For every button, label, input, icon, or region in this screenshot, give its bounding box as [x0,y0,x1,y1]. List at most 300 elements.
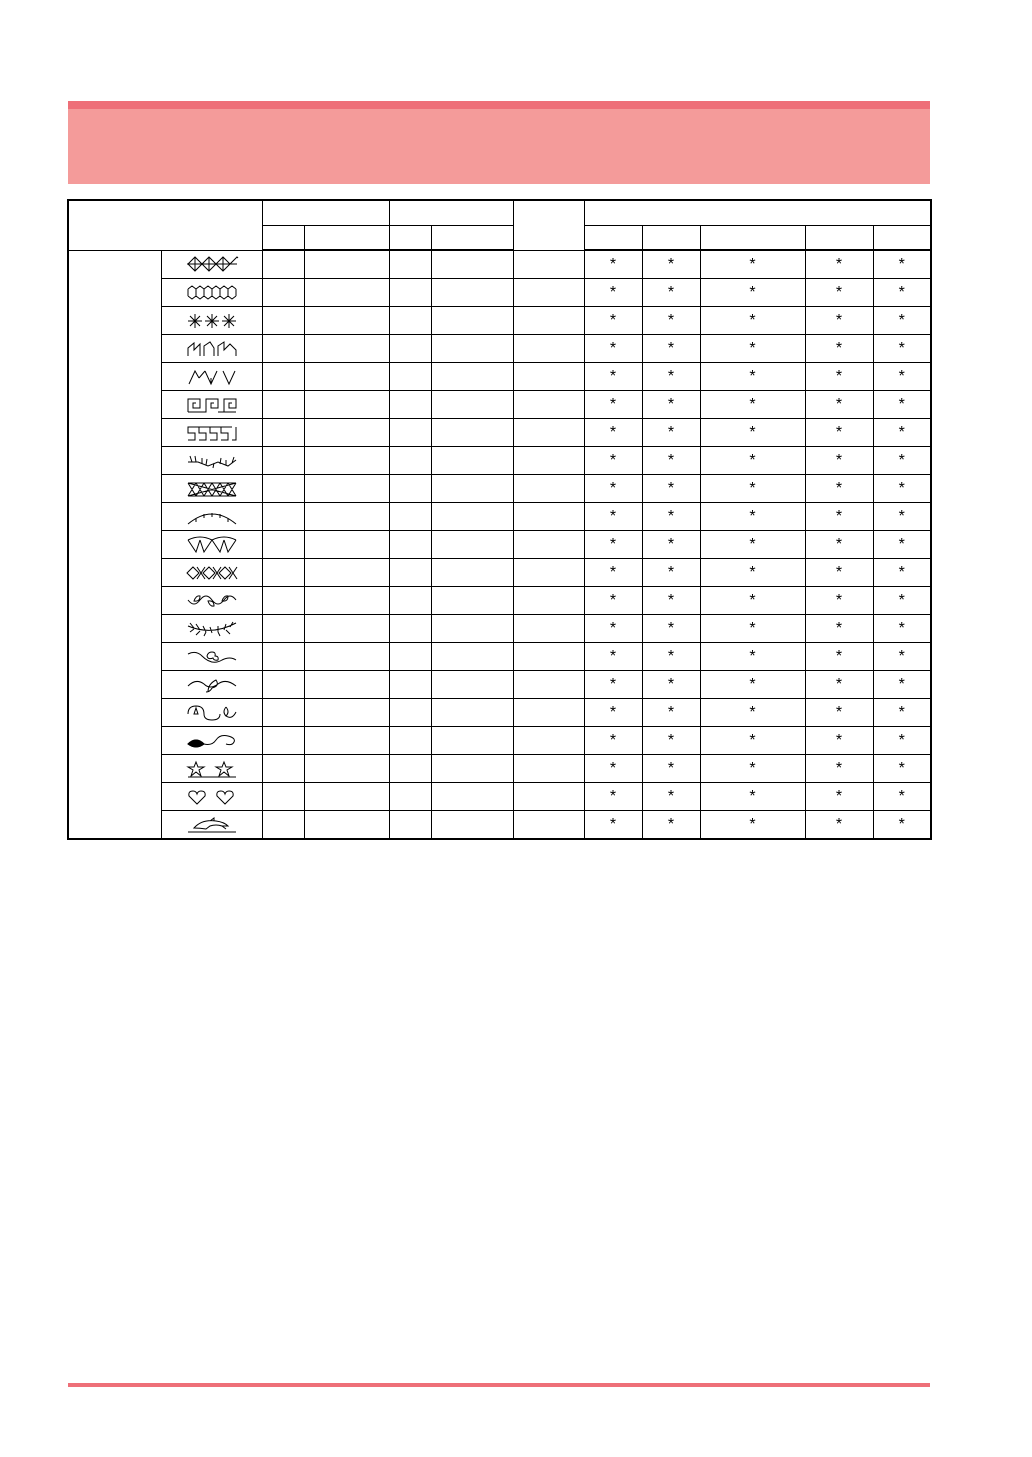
mark-cell [805,391,873,419]
mark-cell [700,279,805,307]
empty-cell [431,699,513,727]
asterisk-mark: * [835,424,843,441]
empty-cell [513,699,584,727]
asterisk-mark: * [609,284,617,301]
empty-cell [513,811,584,840]
asterisk-mark: * [898,452,905,469]
mark-cell [584,250,642,279]
empty-cell [304,447,389,475]
asterisk-mark: * [667,564,675,581]
table-row [68,615,931,643]
table-row [68,811,931,840]
stitch-settings-table [67,199,932,840]
mark-cell [584,643,642,671]
subheader-cell [262,226,304,251]
asterisk-mark: * [609,368,617,385]
empty-cell [304,783,389,811]
empty-cell [431,250,513,279]
heart-pair-icon [185,788,239,806]
asterisk-mark: * [898,424,905,441]
empty-cell [389,755,431,783]
asterisk-mark: * [667,732,675,749]
stitch-symbol-cell [161,475,262,503]
asterisk-mark: * [835,284,843,301]
feather-stitch-icon [185,452,239,470]
empty-cell [513,559,584,587]
asterisk-mark: * [898,592,905,609]
mark-cell [805,587,873,615]
asterisk-mark: * [835,256,843,273]
mark-cell [584,307,642,335]
empty-cell [262,250,304,279]
empty-cell [389,391,431,419]
asterisk-mark: * [749,452,756,469]
honeycomb-icon [185,284,239,302]
asterisk-mark: * [749,480,756,497]
asterisk-mark: * [667,396,675,413]
asterisk-mark: * [667,424,675,441]
mark-cell [584,587,642,615]
stitch-symbol-cell [161,811,262,840]
mark-cell [584,615,642,643]
empty-cell [389,363,431,391]
empty-cell [262,587,304,615]
mark-cell [805,531,873,559]
stitch-symbol-cell [161,783,262,811]
subheader-cell [304,226,389,251]
asterisk-mark: * [898,480,905,497]
asterisk-mark: * [609,256,617,273]
asterisk-mark: * [667,284,675,301]
mark-cell [873,755,931,783]
empty-cell [389,811,431,840]
empty-cell [513,503,584,531]
asterisk-mark: * [609,620,617,637]
fern-icon [185,620,239,638]
empty-cell [262,699,304,727]
category-cell [68,250,161,839]
leaf-vine-icon [185,592,239,610]
empty-cell [513,335,584,363]
chapter-header-band [68,101,930,184]
mark-cell [642,391,700,419]
mark-cell [873,727,931,755]
asterisk-mark: * [667,312,675,329]
mark-cell [873,699,931,727]
header-stripe [68,101,930,109]
mark-cell [584,503,642,531]
empty-cell [389,671,431,699]
empty-cell [304,587,389,615]
table-row [68,363,931,391]
mark-cell [584,559,642,587]
empty-cell [262,475,304,503]
mark-cell [805,419,873,447]
asterisk-mark: * [835,788,843,805]
asterisk-mark: * [749,424,756,441]
asterisk-mark: * [835,648,843,665]
mark-cell [642,419,700,447]
header-group-3 [584,200,931,226]
empty-cell [513,391,584,419]
empty-cell [304,307,389,335]
asterisk-mark: * [609,704,617,721]
mark-cell [642,699,700,727]
mark-cell [700,531,805,559]
asterisk-mark: * [898,256,905,273]
subheader-cell [389,226,431,251]
table-row [68,671,931,699]
stepped-key-icon [185,424,239,442]
empty-cell [262,671,304,699]
mark-cell [700,783,805,811]
mark-cell [805,475,873,503]
empty-cell [513,615,584,643]
empty-cell [389,447,431,475]
stitch-symbol-cell [161,503,262,531]
mark-cell [584,419,642,447]
mark-cell [873,587,931,615]
empty-cell [262,755,304,783]
mark-cell [700,559,805,587]
asterisk-mark: * [749,284,756,301]
empty-cell [304,811,389,840]
empty-cell [513,783,584,811]
header-group-2 [389,200,513,226]
mark-cell [700,503,805,531]
empty-cell [262,503,304,531]
asterisk-mark: * [749,788,756,805]
mark-cell [584,699,642,727]
empty-cell [389,419,431,447]
asterisk-mark: * [667,676,675,693]
mark-cell [642,475,700,503]
mark-cell [584,531,642,559]
asterisk-mark: * [749,368,756,385]
mark-cell [873,559,931,587]
mark-cell [642,559,700,587]
empty-cell [431,783,513,811]
mark-cell [584,475,642,503]
asterisk-mark: * [898,312,905,329]
asterisk-mark: * [898,284,905,301]
mark-cell [873,363,931,391]
mark-cell [700,475,805,503]
asterisk-mark: * [835,312,843,329]
asterisk-mark: * [835,452,843,469]
asterisk-mark: * [749,340,756,357]
asterisk-mark: * [609,788,617,805]
shell-fan-icon [185,536,239,554]
asterisk-mark: * [835,620,843,637]
mark-cell [700,587,805,615]
sprout-wave-icon [185,676,239,694]
empty-cell [431,615,513,643]
stitch-symbol-cell [161,391,262,419]
mark-cell [584,391,642,419]
empty-cell [513,447,584,475]
asterisk-mark: * [835,368,843,385]
asterisk-mark: * [749,648,756,665]
asterisk-mark: * [749,536,756,553]
empty-cell [304,643,389,671]
mark-cell [584,335,642,363]
star-pair-icon [185,760,239,778]
mark-cell [873,307,931,335]
asterisk-mark: * [749,816,756,833]
mark-cell [642,755,700,783]
asterisk-mark: * [749,620,756,637]
mark-cell [642,447,700,475]
asterisk-mark: * [835,760,843,777]
asterisk-mark: * [667,256,675,273]
mark-cell [873,811,931,840]
mark-cell [873,671,931,699]
empty-cell [304,503,389,531]
table-row [68,475,931,503]
mark-cell [805,279,873,307]
footer-line [68,1383,930,1387]
stitch-symbol-cell [161,559,262,587]
mark-cell [873,783,931,811]
empty-cell [262,307,304,335]
empty-cell [431,419,513,447]
mark-cell [805,727,873,755]
empty-cell [304,391,389,419]
asterisk-mark: * [667,536,675,553]
mark-cell [700,447,805,475]
mark-cell [584,279,642,307]
empty-cell [431,475,513,503]
mark-cell [700,755,805,783]
mark-cell [873,643,931,671]
empty-cell [513,643,584,671]
asterisk-mark: * [898,732,905,749]
asterisk-mark: * [835,480,843,497]
subheader-cell [584,226,642,251]
mark-cell [805,503,873,531]
empty-cell [304,335,389,363]
table-header-row-1 [68,200,931,226]
mark-cell [584,671,642,699]
empty-cell [513,531,584,559]
asterisk-mark: * [749,396,756,413]
empty-cell [304,531,389,559]
mark-cell [642,503,700,531]
asterisk-mark: * [835,536,843,553]
mark-cell [700,307,805,335]
mark-cell [873,419,931,447]
empty-cell [513,419,584,447]
mark-cell [584,727,642,755]
diamond-x-icon [185,564,239,582]
empty-cell [431,335,513,363]
asterisk-mark: * [898,536,905,553]
asterisk-mark: * [667,340,675,357]
greek-key-icon [185,396,239,414]
table-row [68,699,931,727]
empty-cell [389,559,431,587]
stitch-symbol-cell [161,447,262,475]
mark-cell [642,279,700,307]
empty-cell [431,307,513,335]
subheader-cell [873,226,931,251]
empty-cell [262,391,304,419]
empty-cell [262,727,304,755]
asterisk-mark: * [898,340,905,357]
mark-cell [642,250,700,279]
subheader-cell [700,226,805,251]
table-row [68,279,931,307]
asterisk-mark: * [667,648,675,665]
asterisk-mark: * [898,396,905,413]
empty-cell [513,587,584,615]
mark-cell [642,727,700,755]
mark-cell [805,447,873,475]
subheader-cell [805,226,873,251]
empty-cell [262,643,304,671]
mark-cell [700,335,805,363]
asterisk-mark: * [609,480,617,497]
empty-cell [389,531,431,559]
asterisk-mark: * [609,536,617,553]
empty-cell [431,559,513,587]
asterisk-mark: * [898,704,905,721]
mark-cell [700,419,805,447]
empty-cell [431,643,513,671]
empty-cell [262,447,304,475]
empty-cell [262,335,304,363]
stitch-symbol-cell [161,643,262,671]
mark-cell [700,699,805,727]
subheader-cell [642,226,700,251]
mark-cell [873,475,931,503]
empty-cell [513,307,584,335]
asterisk-mark: * [898,760,905,777]
empty-cell [389,307,431,335]
asterisk-mark: * [898,788,905,805]
mark-cell [873,615,931,643]
asterisk-mark: * [667,704,675,721]
table-row [68,447,931,475]
asterisk-mark: * [835,592,843,609]
table-row [68,559,931,587]
stitch-symbol-cell [161,419,262,447]
asterisk-mark: * [749,508,756,525]
empty-cell [431,531,513,559]
empty-cell [513,727,584,755]
empty-cell [304,279,389,307]
table-row [68,755,931,783]
stitch-symbol-cell [161,671,262,699]
empty-cell [389,335,431,363]
asterisk-mark: * [749,704,756,721]
asterisk-mark: * [835,508,843,525]
mark-cell [584,811,642,840]
mark-cell [805,811,873,840]
asterisk-mark: * [609,508,617,525]
table-row [68,503,931,531]
asterisk-mark: * [749,732,756,749]
mark-cell [805,307,873,335]
stitch-symbol-cell [161,587,262,615]
empty-cell [513,671,584,699]
empty-cell [431,391,513,419]
subheader-cell [431,226,513,251]
mark-cell [584,363,642,391]
mark-cell [805,699,873,727]
mark-cell [642,783,700,811]
mark-cell [805,615,873,643]
mark-cell [873,391,931,419]
mark-cell [805,335,873,363]
mark-cell [584,447,642,475]
stitch-symbol-cell [161,615,262,643]
mark-cell [642,335,700,363]
empty-cell [304,699,389,727]
asterisk-mark: * [609,396,617,413]
empty-cell [304,475,389,503]
empty-cell [513,363,584,391]
empty-cell [304,727,389,755]
empty-cell [389,783,431,811]
asterisk-mark: * [667,760,675,777]
empty-cell [389,615,431,643]
arrow-zigzag-icon [185,368,239,386]
empty-cell [431,727,513,755]
empty-cell [389,250,431,279]
empty-cell [262,279,304,307]
asterisk-mark: * [667,452,675,469]
dolphin-icon [185,816,239,834]
asterisk-mark: * [898,368,905,385]
asterisk-mark: * [667,480,675,497]
empty-cell [513,755,584,783]
mark-cell [873,531,931,559]
mark-cell [805,671,873,699]
diamond-cross-chain-icon [185,255,239,273]
mark-cell [700,363,805,391]
asterisk-mark: * [749,676,756,693]
asterisk-mark: * [667,592,675,609]
empty-cell [262,531,304,559]
asterisk-mark: * [609,732,617,749]
empty-cell [389,279,431,307]
empty-cell [262,783,304,811]
leaf-swirl-icon [185,732,239,750]
mark-cell [805,363,873,391]
asterisk-mark: * [898,648,905,665]
stitch-symbol-cell [161,250,262,279]
empty-cell [262,615,304,643]
empty-cell [304,419,389,447]
table-row [68,391,931,419]
empty-cell [431,503,513,531]
asterisk-mark: * [609,816,617,833]
empty-cell [431,447,513,475]
asterisk-mark: * [749,592,756,609]
zigzag-link-icon [185,340,239,358]
asterisk-mark: * [609,676,617,693]
empty-cell [262,419,304,447]
flower-wave-icon [185,648,239,666]
mark-cell [642,671,700,699]
mark-cell [700,615,805,643]
table-row [68,587,931,615]
asterisk-row-icon [185,312,239,330]
header-group-1 [262,200,389,226]
empty-cell [304,615,389,643]
